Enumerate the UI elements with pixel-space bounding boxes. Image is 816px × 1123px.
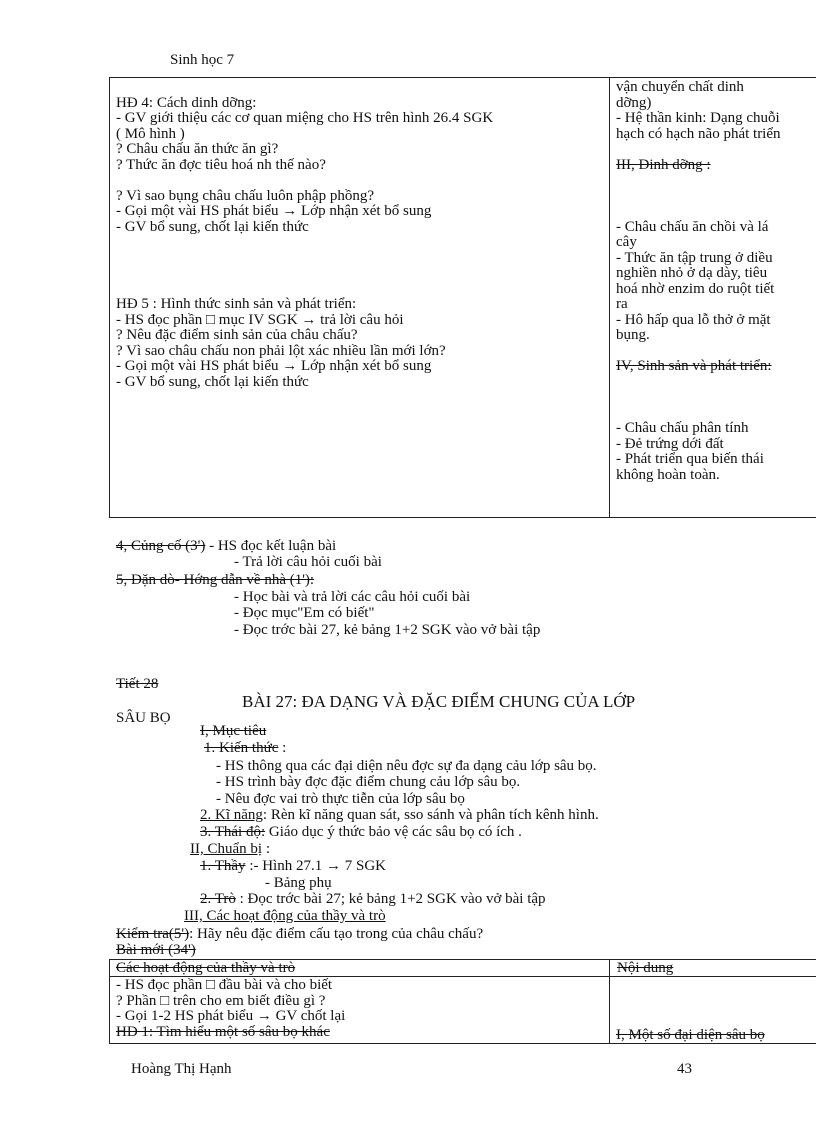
teacher-activities-column xyxy=(116,80,493,390)
text-line: bụng. xyxy=(616,327,650,343)
kien-thuc-heading: 1. Kiến thức : xyxy=(204,740,287,756)
text-line: - Thức ăn tập trung ở diều xyxy=(616,249,773,266)
text-line: hoá nhờ enzim do ruột tiết xyxy=(616,280,775,297)
cung-co-label: 4, Củng cố (3') xyxy=(116,538,206,554)
text-line xyxy=(616,142,816,158)
dan-do-label: 5, Dặn dò- Hớng dẫn về nhà (1'): xyxy=(116,572,315,588)
text-line xyxy=(116,282,493,298)
text-line: HĐ 4: Cách dinh dỡng: xyxy=(116,94,257,111)
subject-header: Sinh học 7 xyxy=(170,52,235,68)
footer-author: Hoàng Thị Hạnh xyxy=(131,1061,232,1077)
dan-do-item: - Đọc mục"Em có biết" xyxy=(234,605,375,621)
teacher-prep-item: - Bảng phụ xyxy=(265,875,332,891)
text-line xyxy=(116,173,493,189)
text-line: - Châu chấu phân tính xyxy=(616,420,749,436)
dan-do-item: - Đọc trớc bài 27, kẻ bảng 1+2 SGK vào vở bài tập xyxy=(234,622,541,638)
cung-co-item: - Trả lời câu hỏi cuối bài xyxy=(234,554,382,570)
bai-moi-label: Bài mới (34') xyxy=(116,942,196,958)
text-line: cây xyxy=(616,234,637,250)
text-line: không hoàn toàn. xyxy=(616,466,720,483)
text-line: ? Châu chấu ăn thức ăn gì? xyxy=(116,141,279,157)
page-number: 43 xyxy=(677,1061,692,1077)
muc-tieu-heading: I, Mục tiêu xyxy=(200,723,267,739)
text-line: - Phát triển qua biến thái xyxy=(616,451,764,467)
text-line: HĐ 5 : Hình thức sinh sản và phát triển: xyxy=(116,296,357,312)
text-line: ? Nêu đặc điểm sinh sản của châu chấu? xyxy=(116,327,358,343)
text-line: ( Mô hình ) xyxy=(116,125,185,142)
text-line: - Gọi một vài HS phát biểu → Lớp nhận xét bổ sung xyxy=(116,358,432,374)
chuan-bi-heading: II, Chuẩn bị : xyxy=(190,841,270,857)
cung-co-line xyxy=(116,538,336,554)
thai-do-line: 3. Thái độ: Giáo dục ý thức bảo vệ các sâu bọ có ích . xyxy=(200,824,522,840)
text-line xyxy=(616,390,816,406)
text-line: - Châu chấu ăn chồi và lá xyxy=(616,218,769,235)
text-line: - GV bổ sung, chốt lại kiến thức xyxy=(116,218,309,235)
text-line xyxy=(116,251,493,267)
table-header-content: Nội dung xyxy=(617,960,674,976)
text-line xyxy=(616,406,816,422)
text-line: - HS đọc phần □ mục IV SGK → trả lời câu hỏi xyxy=(116,311,404,328)
text-line xyxy=(616,344,816,360)
text-line: - Hô hấp qua lỗ thở ở mặt xyxy=(616,311,771,328)
ki-nang-line: 2. Kĩ năng: Rèn kĩ năng quan sát, sso sánh và phân tích kênh hình. xyxy=(200,807,599,823)
cung-co-item: - HS đọc kết luận bài xyxy=(205,538,337,554)
objective-item: - Nêu đợc vai trò thực tiễn của lớp sâu bọ xyxy=(216,791,465,807)
section-heading-representatives: I, Một số đại diện sâu bọ xyxy=(616,1027,765,1043)
text-line xyxy=(616,173,816,189)
dan-do-item: - Học bài và trả lời các câu hỏi cuối bài xyxy=(234,589,471,605)
text-line: - Đẻ trứng dới đất xyxy=(616,435,724,452)
text-line: - Hệ thần kinh: Dạng chuỗi xyxy=(616,110,780,126)
text-line xyxy=(616,204,816,220)
text-line xyxy=(616,375,816,391)
text-line: nghiền nhỏ ở dạ dày, tiêu xyxy=(616,265,768,281)
text-line: ? Thức ăn đợc tiêu hoá nh thế nào? xyxy=(116,156,326,173)
text-line: vận chuyển chất dinh xyxy=(616,80,744,95)
text-line: - Gọi một vài HS phát biểu → Lớp nhận xét bổ sung xyxy=(116,203,432,219)
period-label: Tiết 28 xyxy=(116,676,159,692)
text-line xyxy=(116,235,493,251)
text-line: - Gọi 1-2 HS phát biểu → GV chốt lại xyxy=(116,1008,346,1024)
text-line: - HS đọc phần □ đầu bài và cho biết xyxy=(116,977,333,993)
lesson-title-cont: SÂU BỌ xyxy=(116,710,171,726)
text-line xyxy=(116,266,493,282)
kiem-tra-line: Kiểm tra(5'): Hãy nêu đặc điểm cấu tạo trong của châu chấu? xyxy=(116,926,484,942)
teacher-prep: 1. Thầy :- Hình 27.1 → 7 SGK xyxy=(200,858,386,874)
text-line: IV, Sinh sản và phát triển: xyxy=(616,358,772,374)
activities-heading: III, Các hoạt động của thầy và trò xyxy=(184,908,386,924)
text-line: ra xyxy=(616,296,628,312)
text-line xyxy=(616,189,816,205)
lesson-title: BÀI 27: ĐA DẠNG VÀ ĐẶC ĐIỂM CHUNG CỦA LỚP xyxy=(242,692,636,711)
student-prep: 2. Trò : Đọc trớc bài 27; kẻ bảng 1+2 SGK vào vở bài tập xyxy=(200,891,546,907)
text-line: dỡng) xyxy=(616,94,652,111)
table-row-activities xyxy=(116,978,345,1040)
text-line: ? Phần □ trên cho em biết điều gì ? xyxy=(116,992,326,1009)
text-line: HĐ 1: Tìm hiểu một số sâu bọ khác xyxy=(116,1023,330,1040)
objective-item: - HS trình bày đợc đặc điểm chung cảu lớp sâu bọ. xyxy=(216,774,521,790)
text-line: ? Vì sao bụng châu chấu luôn phập phồng? xyxy=(116,187,374,204)
text-line: ? Vì sao châu chấu non phải lột xác nhiều lần mới lớn? xyxy=(116,342,446,359)
text-line: - GV bổ sung, chốt lại kiến thức xyxy=(116,373,309,390)
content-column xyxy=(616,80,816,483)
table-header-activities: Các hoạt động của thầy và trò xyxy=(116,960,296,976)
text-line xyxy=(116,80,493,96)
text-line: - GV giới thiệu các cơ quan miệng cho HS trên hình 26.4 SGK xyxy=(116,110,494,126)
text-line: III, Dinh dỡng : xyxy=(616,156,711,173)
text-line: hạch có hạch não phát triển xyxy=(616,125,781,142)
objective-item: - HS thông qua các đại diện nêu đợc sự đa dạng cảu lớp sâu bọ. xyxy=(216,758,597,774)
